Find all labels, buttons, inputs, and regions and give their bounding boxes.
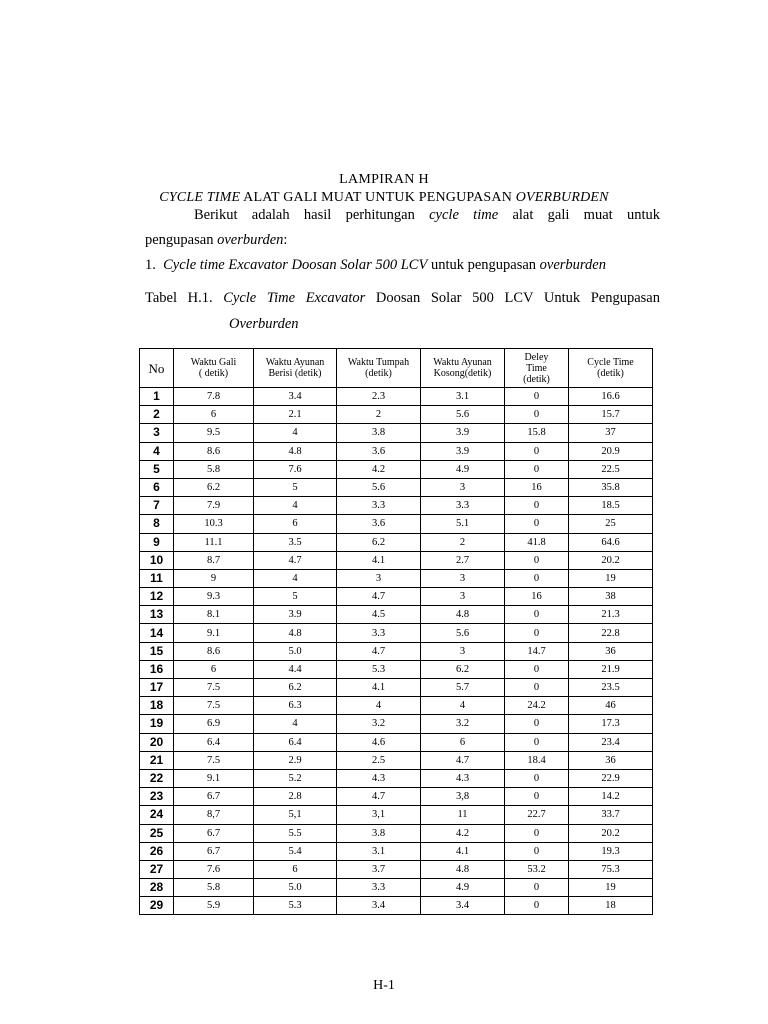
table-cell: 0 — [505, 442, 569, 460]
row-number-cell: 16 — [140, 660, 174, 678]
table-cell: 2.5 — [337, 751, 421, 769]
table-row — [140, 860, 653, 878]
table-cell: 11 — [421, 806, 505, 824]
table-row — [140, 660, 653, 678]
table-cell: 5 — [254, 588, 337, 606]
intro-italic-1: cycle time — [429, 207, 499, 223]
table-cell: 3.9 — [421, 424, 505, 442]
table-cell: 9.1 — [174, 769, 254, 787]
table-row — [140, 697, 653, 715]
table-cell: 0 — [505, 388, 569, 406]
table-cell: 11.1 — [174, 533, 254, 551]
table-row — [140, 460, 653, 478]
table-cell: 4.3 — [337, 769, 421, 787]
table-row — [140, 897, 653, 915]
row-number-cell: 24 — [140, 806, 174, 824]
table-cell: 3.1 — [337, 842, 421, 860]
row-number-cell: 13 — [140, 606, 174, 624]
caption-italic-2: Overburden — [229, 316, 299, 332]
table-cell: 3.3 — [421, 497, 505, 515]
table-row — [140, 879, 653, 897]
table-cell: 7.9 — [174, 497, 254, 515]
table-row — [140, 733, 653, 751]
table-cell: 8.7 — [174, 551, 254, 569]
table-cell: 5.3 — [337, 660, 421, 678]
table-cell: 21.3 — [569, 606, 653, 624]
table-cell: 3.8 — [337, 424, 421, 442]
row-number-cell: 7 — [140, 497, 174, 515]
table-cell: 5.6 — [421, 406, 505, 424]
table-cell: 5.4 — [254, 842, 337, 860]
table-cell: 5,1 — [254, 806, 337, 824]
row-number-cell: 18 — [140, 697, 174, 715]
table-cell: 4.9 — [421, 879, 505, 897]
table-cell: 36 — [569, 642, 653, 660]
table-row — [140, 533, 653, 551]
list-item-number: 1. — [145, 257, 156, 273]
header-deley-time: Deley Time (detik) — [505, 349, 569, 388]
intro-text-1: Berikut adalah hasil perhitungan — [194, 207, 430, 223]
table-cell: 0 — [505, 569, 569, 587]
header-waktu-tumpah: Waktu Tumpah (detik) — [337, 349, 421, 388]
table-row — [140, 806, 653, 824]
list-item-italic-2: overburden — [539, 257, 606, 273]
table-cell: 5.9 — [174, 897, 254, 915]
table-row — [140, 606, 653, 624]
table-cell: 3 — [421, 569, 505, 587]
row-number-cell: 23 — [140, 788, 174, 806]
table-cell: 3.3 — [337, 624, 421, 642]
table-cell: 3.6 — [337, 442, 421, 460]
table-cell: 4.8 — [421, 860, 505, 878]
table-cell: 6 — [174, 406, 254, 424]
table-cell: 35.8 — [569, 478, 653, 496]
table-cell: 22.7 — [505, 806, 569, 824]
table-cell: 0 — [505, 715, 569, 733]
table-cell: 3.3 — [337, 497, 421, 515]
table-cell: 18 — [569, 897, 653, 915]
table-cell: 41.8 — [505, 533, 569, 551]
table-row — [140, 824, 653, 842]
row-number-cell: 6 — [140, 478, 174, 496]
table-cell: 14.2 — [569, 788, 653, 806]
table-cell: 37 — [569, 424, 653, 442]
table-cell: 6.4 — [254, 733, 337, 751]
intro-text-4: : — [283, 232, 288, 248]
table-cell: 3 — [421, 588, 505, 606]
table-row — [140, 388, 653, 406]
table-cell: 23.5 — [569, 679, 653, 697]
page-number: H-1 — [373, 978, 395, 993]
table-cell: 0 — [505, 406, 569, 424]
row-number-cell: 5 — [140, 460, 174, 478]
table-cell: 4 — [254, 715, 337, 733]
table-cell: 4.5 — [337, 606, 421, 624]
table-cell: 5.3 — [254, 897, 337, 915]
table-cell: 53.2 — [505, 860, 569, 878]
subheading-italic-2: OVERBURDEN — [515, 190, 609, 205]
table-cell: 3.7 — [337, 860, 421, 878]
table-cell: 0 — [505, 460, 569, 478]
table-cell: 3.2 — [421, 715, 505, 733]
table-cell: 4.7 — [421, 751, 505, 769]
table-header-row — [140, 349, 653, 388]
table-cell: 6.7 — [174, 788, 254, 806]
table-cell: 0 — [505, 515, 569, 533]
table-cell: 3,1 — [337, 806, 421, 824]
table-row — [140, 715, 653, 733]
table-cell: 4.3 — [421, 769, 505, 787]
table-cell: 9 — [174, 569, 254, 587]
table-cell: 4 — [254, 569, 337, 587]
table-row — [140, 406, 653, 424]
table-cell: 3.2 — [337, 715, 421, 733]
list-item-italic-1: Cycle time Excavator Doosan Solar 500 LCV — [163, 257, 428, 273]
table-cell: 2.1 — [254, 406, 337, 424]
table-cell: 4 — [254, 497, 337, 515]
table-row — [140, 424, 653, 442]
table-cell: 5.8 — [174, 460, 254, 478]
table-cell: 4.8 — [254, 624, 337, 642]
row-number-cell: 22 — [140, 769, 174, 787]
table-cell: 0 — [505, 769, 569, 787]
table-cell: 2.3 — [337, 388, 421, 406]
table-cell: 19 — [569, 569, 653, 587]
table-cell: 8.6 — [174, 642, 254, 660]
table-cell: 3 — [421, 478, 505, 496]
table-cell: 0 — [505, 733, 569, 751]
table-cell: 5.5 — [254, 824, 337, 842]
table-cell: 5 — [254, 478, 337, 496]
table-cell: 7.8 — [174, 388, 254, 406]
table-row — [140, 624, 653, 642]
table-cell: 2 — [421, 533, 505, 551]
table-cell: 2.7 — [421, 551, 505, 569]
table-cell: 7.6 — [254, 460, 337, 478]
table-caption-line-2 — [229, 316, 299, 333]
table-cell: 7.6 — [174, 860, 254, 878]
header-waktu-ayunan-berisi: Waktu Ayunan Berisi (detik) — [254, 349, 337, 388]
page-subheading — [0, 190, 768, 206]
table-cell: 6 — [254, 515, 337, 533]
table-cell: 33.7 — [569, 806, 653, 824]
table-cell: 4 — [337, 697, 421, 715]
row-number-cell: 17 — [140, 679, 174, 697]
table-cell: 4.4 — [254, 660, 337, 678]
caption-text-2: Doosan Solar 500 LCV Untuk Pengupasan — [365, 290, 660, 306]
row-number-cell: 14 — [140, 624, 174, 642]
header-cycle-time: Cycle Time (detik) — [569, 349, 653, 388]
table-cell: 7.5 — [174, 697, 254, 715]
table-cell: 15.7 — [569, 406, 653, 424]
table-cell: 16 — [505, 478, 569, 496]
table-cell: 23.4 — [569, 733, 653, 751]
table-cell: 2.9 — [254, 751, 337, 769]
table-row — [140, 842, 653, 860]
row-number-cell: 25 — [140, 824, 174, 842]
table-cell: 0 — [505, 788, 569, 806]
caption-italic-1: Cycle Time Excavator — [223, 290, 366, 306]
header-waktu-ayunan-kosong: Waktu Ayunan Kosong(detik) — [421, 349, 505, 388]
table-cell: 0 — [505, 824, 569, 842]
table-cell: 0 — [505, 660, 569, 678]
table-cell: 38 — [569, 588, 653, 606]
table-row — [140, 642, 653, 660]
row-number-cell: 19 — [140, 715, 174, 733]
table-cell: 3.6 — [337, 515, 421, 533]
table-cell: 4 — [254, 424, 337, 442]
table-cell: 18.5 — [569, 497, 653, 515]
table-cell: 4.6 — [337, 733, 421, 751]
subheading-text: ALAT GALI MUAT UNTUK PENGUPASAN — [240, 190, 516, 205]
table-cell: 0 — [505, 624, 569, 642]
table-cell: 6.2 — [421, 660, 505, 678]
header-no: No — [140, 349, 174, 388]
row-number-cell: 27 — [140, 860, 174, 878]
table-cell: 0 — [505, 679, 569, 697]
table-cell: 21.9 — [569, 660, 653, 678]
intro-text-3: pengupasan — [145, 232, 218, 248]
row-number-cell: 4 — [140, 442, 174, 460]
table-cell: 4.7 — [337, 788, 421, 806]
table-row — [140, 679, 653, 697]
table-cell: 3.5 — [254, 533, 337, 551]
table-cell: 0 — [505, 879, 569, 897]
table-cell: 4.7 — [337, 642, 421, 660]
intro-italic-2: overburden — [217, 232, 284, 248]
table-cell: 24.2 — [505, 697, 569, 715]
table-cell: 3.4 — [337, 897, 421, 915]
table-cell: 7.5 — [174, 679, 254, 697]
table-row — [140, 569, 653, 587]
table-row — [140, 751, 653, 769]
intro-line-1 — [194, 207, 660, 224]
row-number-cell: 12 — [140, 588, 174, 606]
table-cell: 5.1 — [421, 515, 505, 533]
table-cell: 19.3 — [569, 842, 653, 860]
table-row — [140, 442, 653, 460]
table-row — [140, 769, 653, 787]
table-cell: 17.3 — [569, 715, 653, 733]
table-cell: 4.7 — [254, 551, 337, 569]
row-number-cell: 26 — [140, 842, 174, 860]
table-cell: 0 — [505, 606, 569, 624]
table-cell: 0 — [505, 551, 569, 569]
table-cell: 16.6 — [569, 388, 653, 406]
table-cell: 9.3 — [174, 588, 254, 606]
cycle-time-table — [139, 348, 653, 915]
table-cell: 10.3 — [174, 515, 254, 533]
table-cell: 4.1 — [337, 679, 421, 697]
table-cell: 0 — [505, 497, 569, 515]
row-number-cell: 3 — [140, 424, 174, 442]
header-waktu-gali: Waktu Gali ( detik) — [174, 349, 254, 388]
table-cell: 4.8 — [421, 606, 505, 624]
table-cell: 4.7 — [337, 588, 421, 606]
table-cell: 3.3 — [337, 879, 421, 897]
table-cell: 22.8 — [569, 624, 653, 642]
table-cell: 19 — [569, 879, 653, 897]
table-cell: 2.8 — [254, 788, 337, 806]
table-cell: 20.9 — [569, 442, 653, 460]
table-cell: 5.7 — [421, 679, 505, 697]
table-cell: 22.5 — [569, 460, 653, 478]
table-cell: 6 — [254, 860, 337, 878]
caption-text-1: Tabel H.1. — [145, 290, 224, 306]
table-cell: 20.2 — [569, 551, 653, 569]
table-cell: 2 — [337, 406, 421, 424]
table-cell: 6 — [174, 660, 254, 678]
table-cell: 7.5 — [174, 751, 254, 769]
table-cell: 15.8 — [505, 424, 569, 442]
table-cell: 14.7 — [505, 642, 569, 660]
table-cell: 46 — [569, 697, 653, 715]
row-number-cell: 11 — [140, 569, 174, 587]
list-item-1 — [145, 257, 606, 274]
table-cell: 6.2 — [254, 679, 337, 697]
table-cell: 4.1 — [337, 551, 421, 569]
table-cell: 9.5 — [174, 424, 254, 442]
table-cell: 3.9 — [254, 606, 337, 624]
intro-text-2: alat gali muat untuk — [498, 207, 660, 223]
table-cell: 3.4 — [254, 388, 337, 406]
table-cell: 6.7 — [174, 824, 254, 842]
table-row — [140, 788, 653, 806]
row-number-cell: 9 — [140, 533, 174, 551]
table-caption-line-1 — [145, 290, 660, 307]
table-cell: 0 — [505, 842, 569, 860]
row-number-cell: 28 — [140, 879, 174, 897]
row-number-cell: 15 — [140, 642, 174, 660]
row-number-cell: 2 — [140, 406, 174, 424]
table-cell: 5.6 — [337, 478, 421, 496]
table-cell: 3.1 — [421, 388, 505, 406]
table-cell: 20.2 — [569, 824, 653, 842]
table-cell: 3.4 — [421, 897, 505, 915]
table-cell: 9.1 — [174, 624, 254, 642]
table-cell: 4.9 — [421, 460, 505, 478]
table-cell: 5.0 — [254, 642, 337, 660]
table-cell: 6.3 — [254, 697, 337, 715]
table-cell: 8,7 — [174, 806, 254, 824]
table-cell: 25 — [569, 515, 653, 533]
table-cell: 8.6 — [174, 442, 254, 460]
page-heading: LAMPIRAN H — [339, 172, 429, 187]
table-cell: 6.7 — [174, 842, 254, 860]
table-cell: 5.2 — [254, 769, 337, 787]
table-row — [140, 551, 653, 569]
table-row — [140, 478, 653, 496]
row-number-cell: 29 — [140, 897, 174, 915]
row-number-cell: 20 — [140, 733, 174, 751]
table-cell: 4.2 — [337, 460, 421, 478]
table-cell: 4 — [421, 697, 505, 715]
table-cell: 3,8 — [421, 788, 505, 806]
table-cell: 4.2 — [421, 824, 505, 842]
table-cell: 3.8 — [337, 824, 421, 842]
table-cell: 6.4 — [174, 733, 254, 751]
table-cell: 36 — [569, 751, 653, 769]
table-row — [140, 515, 653, 533]
table-cell: 0 — [505, 897, 569, 915]
table-cell: 5.8 — [174, 879, 254, 897]
table-cell: 4.8 — [254, 442, 337, 460]
table-row — [140, 588, 653, 606]
table-cell: 3 — [421, 642, 505, 660]
table-cell: 18.4 — [505, 751, 569, 769]
table-cell: 22.9 — [569, 769, 653, 787]
row-number-cell: 21 — [140, 751, 174, 769]
table-cell: 8.1 — [174, 606, 254, 624]
row-number-cell: 1 — [140, 388, 174, 406]
table-body — [140, 388, 653, 915]
list-item-text: untuk pengupasan — [427, 257, 540, 273]
table-cell: 3 — [337, 569, 421, 587]
table-row — [140, 497, 653, 515]
table-cell: 6 — [421, 733, 505, 751]
row-number-cell: 10 — [140, 551, 174, 569]
table-cell: 3.9 — [421, 442, 505, 460]
table-cell: 4.1 — [421, 842, 505, 860]
table-cell: 5.6 — [421, 624, 505, 642]
table-cell: 6.9 — [174, 715, 254, 733]
table-cell: 16 — [505, 588, 569, 606]
table-cell: 5.0 — [254, 879, 337, 897]
table-cell: 6.2 — [174, 478, 254, 496]
table-cell: 6.2 — [337, 533, 421, 551]
subheading-italic-1: CYCLE TIME — [159, 190, 241, 205]
row-number-cell: 8 — [140, 515, 174, 533]
intro-line-2 — [145, 232, 287, 249]
table-cell: 64.6 — [569, 533, 653, 551]
table-cell: 75.3 — [569, 860, 653, 878]
